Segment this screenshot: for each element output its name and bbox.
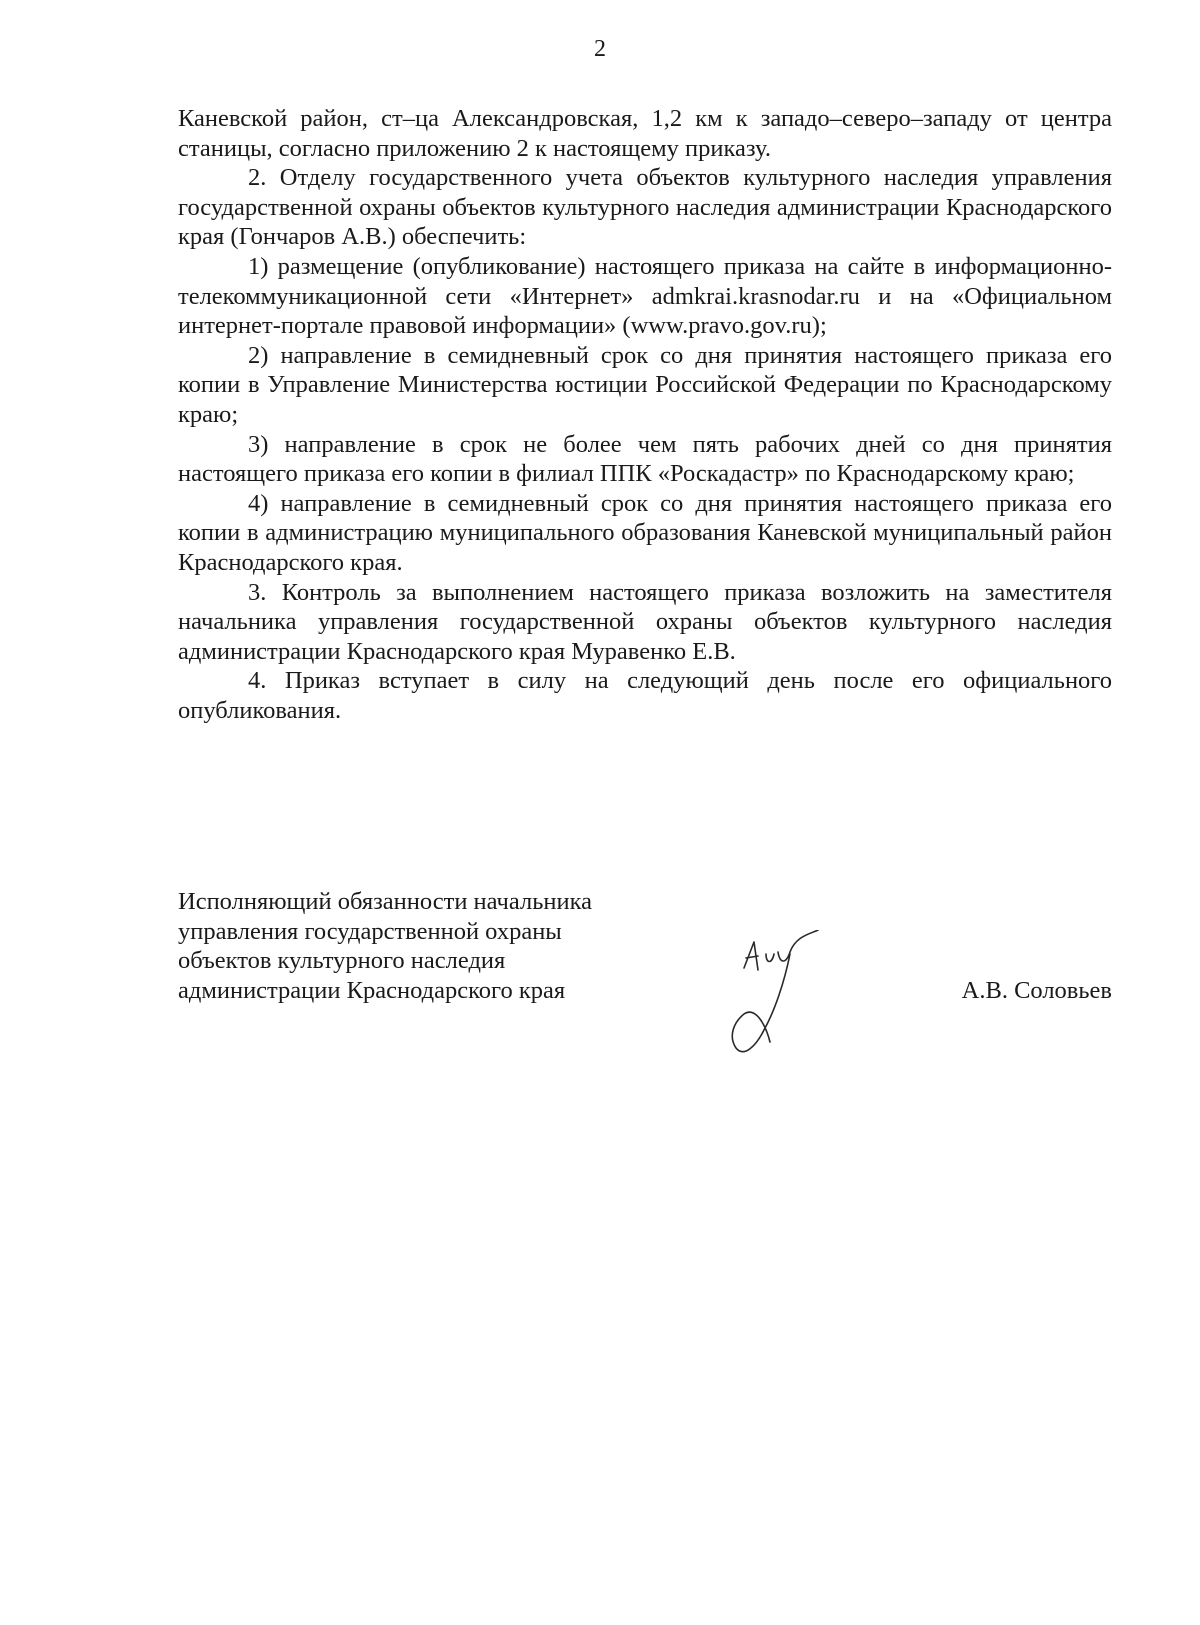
signatory-position (178, 887, 698, 1005)
paragraph-subitem-3: 3) направление в срок не более чем пять рабочих дней со дня принятия настоящего приказа его копии в филиал ППК «Роскадастр» по Краснодарскому краю; (178, 430, 1112, 488)
paragraph-subitem-4: 4) направление в семидневный срок со дня принятия настоящего приказа его копии в администрацию муниципального образования Каневской муниципальный район Краснодарского края. (178, 489, 1112, 576)
paragraph-continuation: Каневской район, ст–ца Александровская, 1,2 км к западо–северо–западу от центра станицы, согласно приложению 2 к настоящему приказу. (178, 105, 1112, 162)
signatory-name: А.В. Соловьев (961, 976, 1112, 1004)
page-number: 2 (594, 36, 606, 62)
document-body (178, 104, 1112, 725)
signatory-position-line: объектов культурного наследия (178, 947, 506, 975)
paragraph-item-2: 2. Отделу государственного учета объектов культурного наследия управления государственной охраны объектов культурного наследия администрации Краснодарского края (Гончаров А.В.) обеспечить: (178, 164, 1112, 251)
paragraph-item-4: 4. Приказ вступает в силу на следующий день после его официального опубликования. (178, 667, 1112, 724)
signatory-position-line: управления государственной охраны (178, 917, 562, 945)
signatory-position-line: Исполняющий обязанности начальника (178, 888, 592, 915)
handwritten-signature (722, 930, 832, 1070)
paragraph-subitem-1: 1) размещение (опубликование) настоящего приказа на сайте в информационно-телекоммуникационной сети «Интернет» admkrai.krasnodar.ru и на «Официальном интернет-портале правовой информации» (www.pravo.gov.ru); (178, 252, 1112, 340)
paragraph-subitem-2: 2) направление в семидневный срок со дня принятия настоящего приказа его копии в Управление Министерства юстиции Российской Федерации по Краснодарскому краю; (178, 341, 1112, 428)
signatory-position-line: администрации Краснодарского края (178, 976, 566, 1004)
paragraph-item-3: 3. Контроль за выполнением настоящего приказа возложить на заместителя начальника управления государственной охраны объектов культурного наследия администрации Краснодарского края Муравенко Е.В. (178, 578, 1112, 665)
